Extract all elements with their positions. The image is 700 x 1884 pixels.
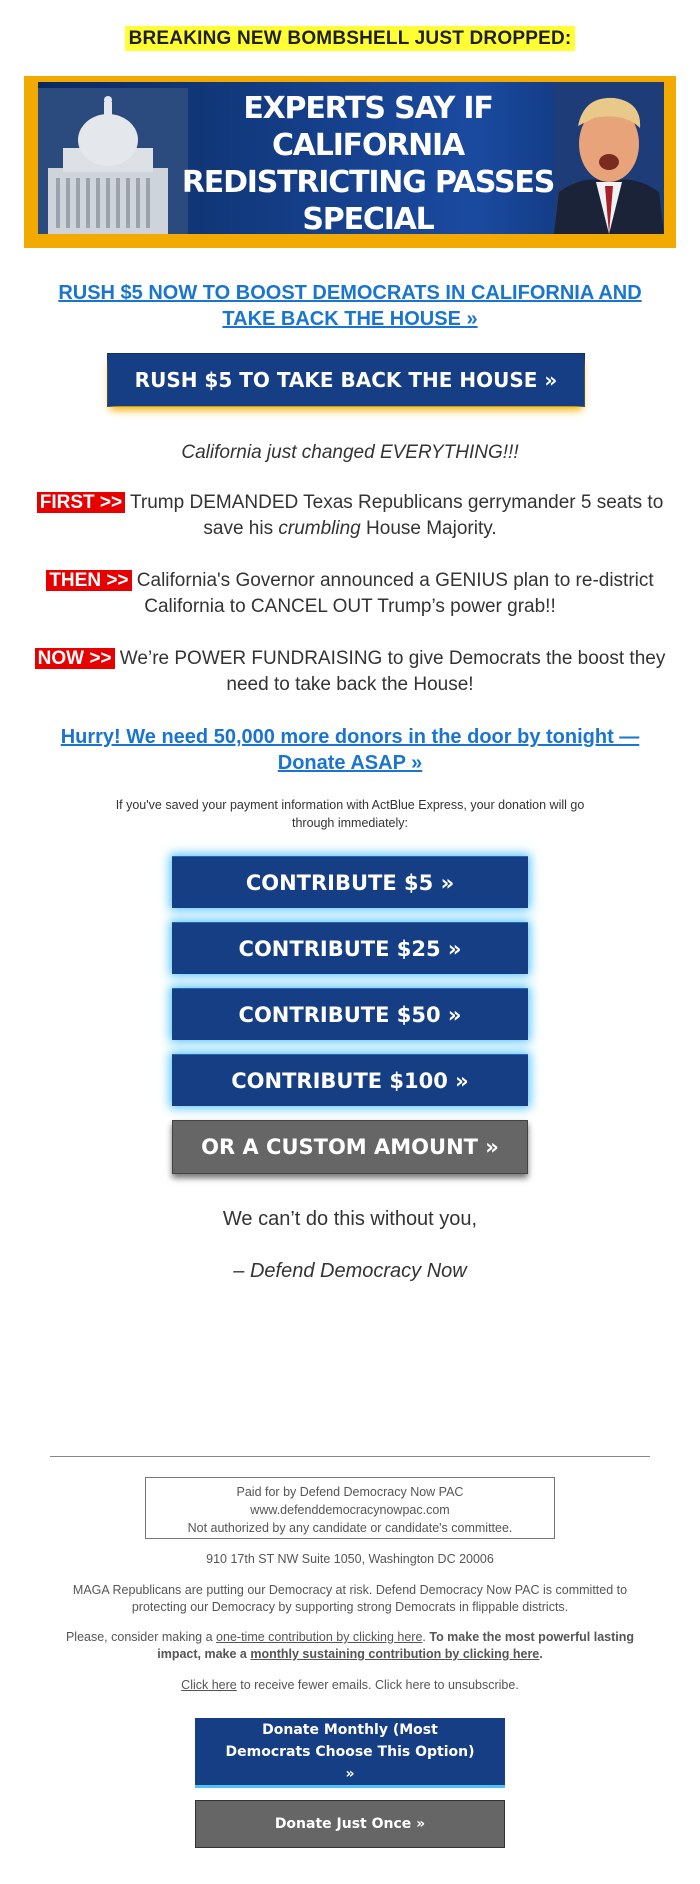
one-time-contribution-link[interactable]: one-time contribution by clicking here [216,1630,423,1644]
then-text: California's Governor announced a GENIUS plan to re-district California to CANCEL OUT Trump’s power grab!! [131,570,654,617]
first-paragraph [30,490,670,542]
banner-line-1: EXPERTS SAY IF CALIFORNIA [243,91,493,163]
now-tag: NOW >> [35,648,115,669]
then-tag: THEN >> [46,570,131,591]
banner-headline [158,90,578,234]
consider-contribution [58,1629,642,1663]
consider-pre: Please, consider making a [65,1630,217,1644]
custom-amount-button[interactable]: OR A CUSTOM AMOUNT » [172,1120,528,1174]
mission-statement: MAGA Republicans are putting our Democracy at risk. Defend Democracy Now PAC is committed to protecting our Democracy by supporting strong Democrats in flippable districts. [72,1583,628,1614]
contribute-50-button[interactable]: CONTRIBUTE $50 » [172,988,528,1040]
first-text-before: Trump DEMANDED Texas Republicans gerrymander 5 seats to save his [125,492,664,539]
donate-once-button[interactable]: Donate Just Once » [195,1800,505,1848]
consider-bold-post: . [539,1647,543,1661]
disclaimer-line-1: Paid for by Defend Democracy Now PAC [236,1485,464,1499]
footer-divider [50,1456,650,1457]
unsubscribe-text[interactable]: to receive fewer emails. Click here to unsubscribe. [236,1678,519,1692]
contribute-5-button[interactable]: CONTRIBUTE $5 » [172,856,528,908]
monthly-contribution-link[interactable]: monthly sustaining contribution by clicking here [250,1647,540,1661]
first-italic: crumbling [278,518,361,539]
mailing-address: 910 17th ST NW Suite 1050, Washington DC 20006 [206,1552,494,1566]
hero-banner-image[interactable] [38,82,664,234]
rush-5-button[interactable]: RUSH $5 TO TAKE BACK THE HOUSE » [108,354,584,406]
consider-bold-pre: To make the most powerful lasting impact, make a [157,1630,635,1661]
first-tag: FIRST >> [37,492,125,513]
actblue-express-note: If you've saved your payment information with ActBlue Express, your donation will go through immediately: [115,798,585,830]
now-paragraph [30,646,670,698]
now-text: We’re POWER FUNDRAISING to give Democrats the boost they need to take back the House! [114,648,666,695]
fewer-emails-link[interactable]: Click here [181,1678,237,1692]
hurry-donate-link[interactable]: Hurry! We need 50,000 more donors in the door by tonight — Donate ASAP » [60,726,640,774]
hero-banner[interactable] [24,76,676,248]
then-paragraph [30,568,670,620]
boost-democrats-link[interactable]: RUSH $5 NOW TO BOOST DEMOCRATS IN CALIFORNIA AND TAKE BACK THE HOUSE » [58,282,642,330]
closing-text: We can’t do this without you, [222,1208,478,1230]
intro-text: California just changed EVERYTHING!!! [181,442,519,463]
headline [0,28,700,50]
disclaimer-line-3: Not authorized by any candidate or candidate's committee. [187,1521,513,1535]
contribute-25-button[interactable]: CONTRIBUTE $25 » [172,922,528,974]
first-text-after: House Majority. [360,518,497,539]
signature: – Defend Democracy Now [233,1260,467,1282]
politician-photo [554,82,664,234]
disclaimer-website: www.defenddemocracynowpac.com [250,1503,450,1517]
paid-for-disclaimer [145,1477,555,1539]
donate-monthly-button[interactable]: Donate Monthly (Most Democrats Choose This Option) » [195,1718,505,1788]
contribute-100-button[interactable]: CONTRIBUTE $100 » [172,1054,528,1106]
headline-text: BREAKING NEW BOMBSHELL JUST DROPPED: [125,26,576,51]
banner-line-2: REDISTRICTING PASSES SPECIAL [181,165,555,234]
unsubscribe-line [50,1677,650,1694]
consider-mid: . [422,1630,430,1644]
